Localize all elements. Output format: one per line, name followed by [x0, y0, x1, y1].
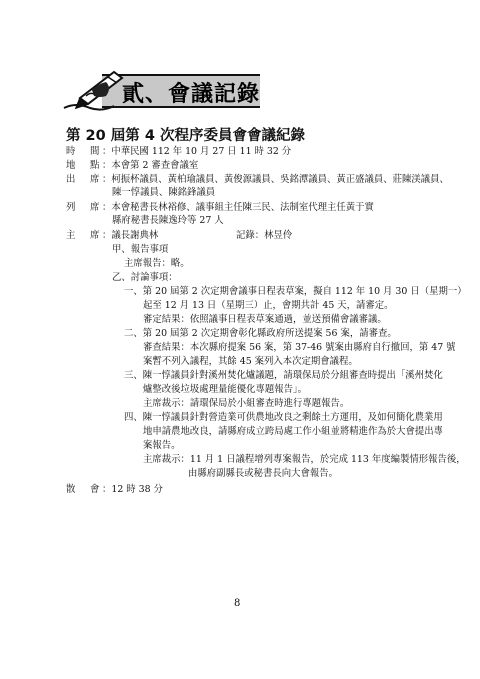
time-label-1: 時 — [66, 146, 76, 157]
time-label-2: 間 — [90, 146, 100, 157]
observe-label-2: 席 — [90, 202, 100, 213]
place-label-2: 點 — [90, 160, 100, 171]
discussion-item-4-cont: 案報告。 — [143, 440, 181, 451]
item-reports-heading: 甲、報告事項 — [112, 244, 169, 255]
discussion-item-3: 三、陳一惇議員針對溪州焚化爐議題，請環保局於分組審查時提出「溪州焚化 — [124, 370, 443, 381]
chair-label-2: 席 — [90, 230, 100, 241]
discussion-item-3-cont: 爐整改後垃圾處理量能優化專題報告」。 — [143, 384, 308, 395]
discussion-item-1-cont: 起至 12 月 13 日（星期三）止，會期共計 45 天，請審定。 — [143, 300, 394, 311]
page-number: 8 — [234, 598, 241, 609]
adjourn-value: ：12 時 38 分 — [102, 484, 163, 495]
discussion-item-2-cont: 案暫不列入議程，其餘 45 案列入本次定期會議程。 — [143, 356, 358, 367]
section-banner — [62, 68, 262, 110]
discussion-item-4-result: 主席裁示：11 月 1 日議程增列專案報告，於完成 113 年度編製情形報告後， — [143, 454, 466, 465]
observe-label-1: 列 — [66, 202, 76, 213]
chair-report: 主席報告：略。 — [124, 258, 190, 269]
discussion-item-4-result-cont: 由縣府副縣長或秘書長向大會報告。 — [188, 468, 339, 479]
discussion-item-2: 二、第 20 屆第 2 次定期會彰化縣政府所送提案 56 案，請審查。 — [124, 328, 397, 339]
section-title: 貳、會議記錄 — [122, 82, 261, 107]
discussion-item-2-result: 審查結果：本次縣府提案 56 案，第 37-46 號案由縣府自行撤回，第 47 號 — [143, 342, 456, 353]
place-label-1: 地 — [66, 160, 76, 171]
attend-label-2: 席 — [90, 174, 100, 185]
discussion-item-4-cont: 地申請農地改良，請縣府成立跨局處工作小組並將精進作為於大會提出專 — [143, 426, 444, 437]
chair-label-1: 主 — [66, 230, 76, 241]
chair-value: ：議長謝典林 — [102, 230, 159, 241]
time-value: ：中華民國 112 年 10 月 27 日 11 時 32 分 — [102, 146, 292, 157]
discussion-item-1-result: 審定結果：依照議事日程表草案通過，並送預備會議審議。 — [143, 314, 387, 325]
recorder: 記錄：林昱伶 — [236, 230, 293, 241]
adjourn-label-2: 會 — [90, 484, 100, 495]
discussion-item-3-result: 主席裁示：請環保局於小組審查時進行專題報告。 — [143, 398, 350, 409]
page-heading: 第 20 屆第 4 次程序委員會會議紀錄 — [66, 128, 305, 144]
attend-label-1: 出 — [66, 174, 76, 185]
adjourn-label-1: 散 — [66, 484, 76, 495]
attend-line: 陳一惇議員、陳銘鋒議員 — [112, 187, 216, 198]
place-value: ：本會第 2 審查會議室 — [102, 160, 199, 171]
item-discussion-heading: 乙、討論事項： — [112, 272, 178, 283]
observe-line: ：本會秘書長林裕修、議事組主任陳三民、法制室代理主任黃于實 — [102, 202, 374, 213]
discussion-item-4: 四、陳一惇議員針對營造業可供農地改良之剩餘土方運用，及如何簡化農業用 — [124, 412, 443, 423]
attend-line: ：柯振杯議員、黃柏瑜議員、黃俊源議員、吳銘潭議員、黃正盛議員、莊陳渼議員、 — [102, 174, 449, 185]
observe-line: 縣府秘書長陳逸玲等 27 人 — [112, 215, 224, 226]
discussion-item-1: 一、第 20 屆第 2 次定期會議事日程表草案，擬自 112 年 10 月 30 日（星期一） — [124, 286, 467, 297]
